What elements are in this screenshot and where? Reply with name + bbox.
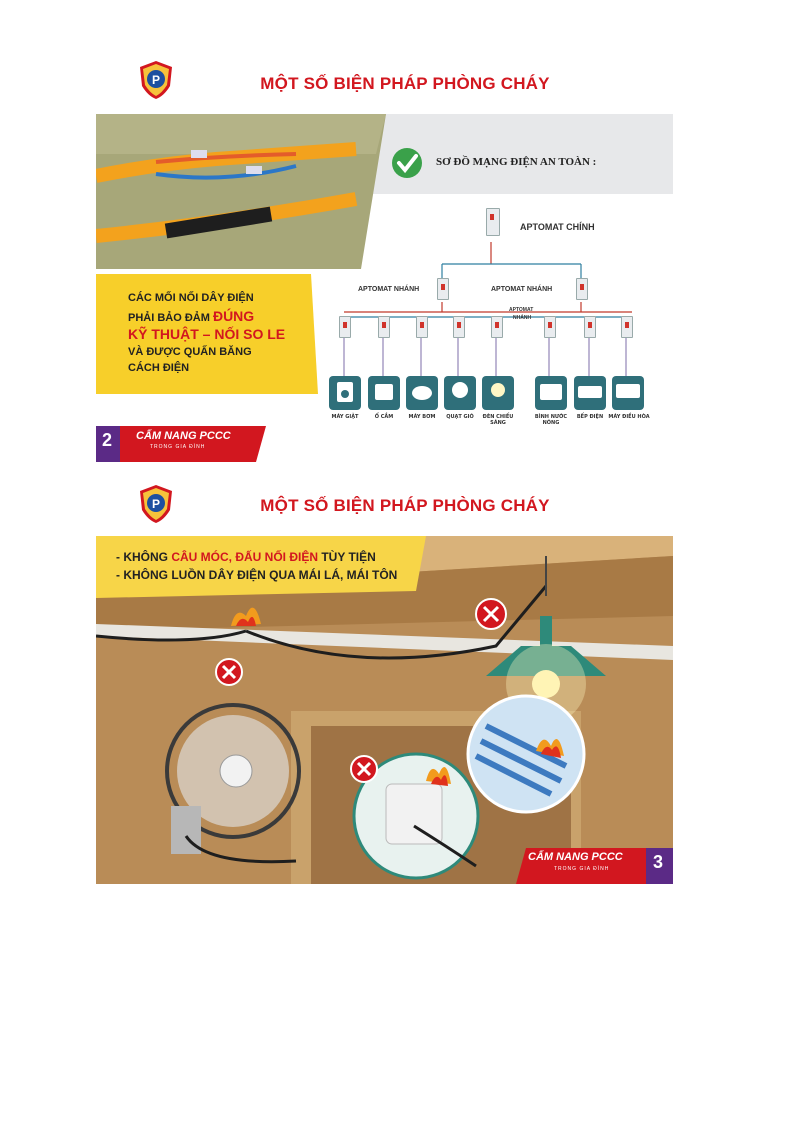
- page-number: 3: [653, 852, 664, 872]
- page-title: MỘT SỐ BIỆN PHÁP PHÒNG CHÁY: [260, 74, 550, 93]
- infographic-panel-safe-wiring: [96, 114, 673, 464]
- branch-breaker-label-left: APTOMAT NHÁNH: [358, 286, 420, 293]
- device-label: MÁY ĐIỀU HÒA: [608, 414, 650, 420]
- prohibited-icon: [351, 756, 377, 782]
- svg-text:P: P: [151, 73, 161, 87]
- device-breaker-icon: [584, 316, 596, 338]
- handbook-badge-subtitle: TRONG GIA ĐÌNH: [554, 866, 610, 872]
- handbook-badge-title: CẨM NANG PCCC: [528, 851, 623, 863]
- handbook-badge-title: CẨM NANG PCCC: [136, 430, 231, 442]
- main-breaker-label: APTOMAT CHÍNH: [520, 222, 595, 232]
- device-breaker-icon: [621, 316, 633, 338]
- device-breaker-icon: [453, 316, 465, 338]
- rule-line: [116, 550, 376, 564]
- device-breaker-icon: [416, 316, 428, 338]
- check-icon: [392, 148, 422, 178]
- note-text: PHẢI BẢO ĐẢM: [128, 312, 213, 324]
- device-label: MÁY GIẶT: [331, 414, 359, 420]
- device-label: QUẠT GIÓ: [446, 414, 474, 420]
- pccc-logo: [138, 60, 174, 100]
- note-line: CÁCH ĐIỆN: [128, 362, 190, 374]
- branch-sub-label: APTOMAT: [509, 307, 534, 313]
- note-emphasis: KỸ THUẬT – NỐI SO LE: [128, 326, 286, 342]
- device-label: MÁY BƠM: [408, 414, 436, 420]
- prohibited-icon: [216, 659, 242, 685]
- branch-sub-label: NHÁNH: [513, 315, 532, 321]
- prohibited-icon: [476, 599, 506, 629]
- device-breaker-icon: [544, 316, 556, 338]
- note-line: CÁC MỐI NỐI DÂY ĐIỆN: [128, 292, 254, 304]
- branch-breaker-icon: [437, 278, 449, 300]
- device-breaker-icon: [378, 316, 390, 338]
- page-title: MỘT SỐ BIỆN PHÁP PHÒNG CHÁY: [260, 496, 550, 515]
- note-line: VÀ ĐƯỢC QUẤN BĂNG: [128, 346, 252, 358]
- page-number: 2: [102, 430, 113, 450]
- handbook-badge-subtitle: TRONG GIA ĐÌNH: [150, 444, 206, 450]
- note-line: [128, 308, 254, 324]
- rule-text: TÙY TIỆN: [318, 550, 376, 564]
- infographic-panel-wiring-hazards: [96, 536, 673, 884]
- pccc-logo: [138, 484, 174, 524]
- note-emphasis: ĐÚNG: [212, 308, 255, 324]
- safe-diagram-title: SƠ ĐỒ MẠNG ĐIỆN AN TOÀN :: [436, 156, 597, 168]
- main-breaker-icon: [486, 208, 500, 236]
- branch-breaker-icon: [576, 278, 588, 300]
- device-label: Ổ CẮM: [374, 414, 394, 420]
- device-breaker-icon: [491, 316, 503, 338]
- svg-text:P: P: [151, 497, 161, 511]
- rule-text: - KHÔNG: [116, 550, 172, 564]
- device-label: BÌNH NƯỚC NÓNG: [534, 414, 568, 426]
- rule-emphasis: CÂU MÓC, ĐẤU NỐI ĐIỆN: [171, 550, 319, 564]
- device-breaker-icon: [339, 316, 351, 338]
- device-label: ĐÈN CHIẾU SÁNG: [482, 414, 514, 426]
- branch-breaker-label-right: APTOMAT NHÁNH: [491, 286, 553, 293]
- device-label: BẾP ĐIỆN: [576, 414, 604, 420]
- rule-line: - KHÔNG LUỒN DÂY ĐIỆN QUA MÁI LÁ, MÁI TÔN: [116, 568, 398, 582]
